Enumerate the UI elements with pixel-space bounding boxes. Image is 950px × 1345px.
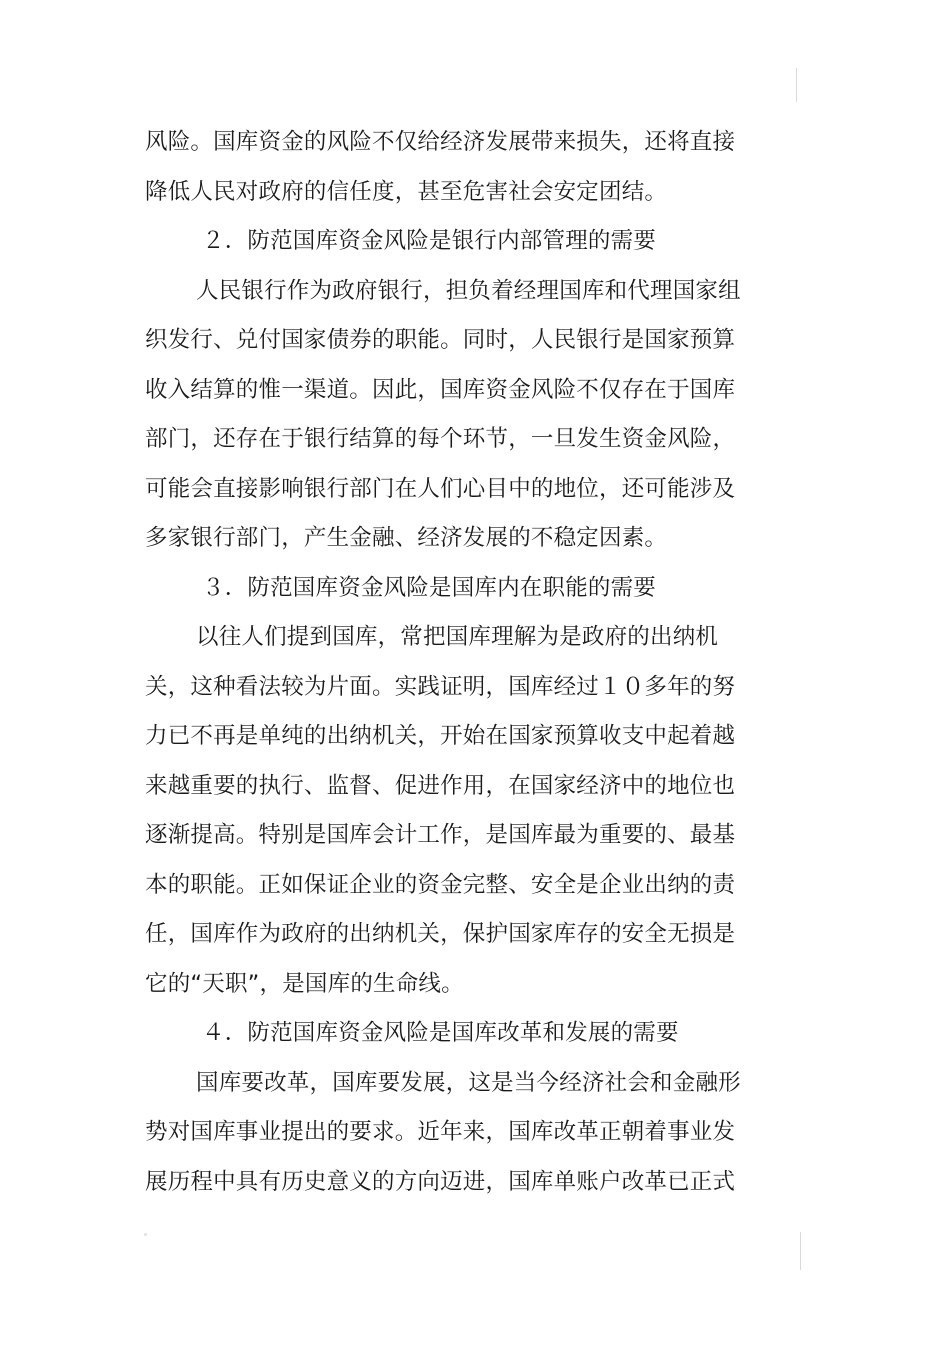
- text-line: 可能会直接影响银行部门在人们心目中的地位，还可能涉及: [145, 475, 736, 502]
- text-line: 展历程中具有历史意义的方向迈进，国库单账户改革已正式: [145, 1168, 736, 1195]
- text-line: 部门，还存在于银行结算的每个环节，一旦发生资金风险，: [145, 426, 736, 452]
- text-line: 风险。国库资金的风险不仅给经济发展带来损失，还将直接: [145, 129, 736, 155]
- body-text: [145, 118, 745, 1207]
- text-line: 多家银行部门，产生金融、经济发展的不稳定因素。: [145, 525, 668, 551]
- paragraph-first-line: 以往人们提到国库，常把国库理解为是政府的出纳机: [196, 624, 719, 650]
- crop-mark-top: [796, 68, 797, 102]
- text-line: 来越重要的执行、监督、促进作用，在国家经济中的地位也: [145, 772, 736, 799]
- text-line: 力已不再是单纯的出纳机关，开始在国家预算收支中起着越: [145, 723, 736, 749]
- text-line: 逐渐提高。特别是国库会计工作，是国库最为重要的、最基: [145, 822, 736, 848]
- text-line: 任，国库作为政府的出纳机关，保护国家库存的安全无损是: [145, 921, 736, 947]
- text-line: 势对国库事业提出的要求。近年来，国库改革正朝着事业发: [145, 1119, 736, 1145]
- paragraph-first-line: 人民银行作为政府银行，担负着经理国库和代理国家组: [196, 277, 741, 304]
- text-line: 它的“天职”，是国库的生命线。: [145, 970, 464, 997]
- crop-mark-bottom: [800, 1232, 801, 1270]
- paragraph-first-line: 国库要改革，国库要发展，这是当今经济社会和金融形: [196, 1069, 741, 1096]
- text-line: 降低人民对政府的信任度，甚至危害社会安定团结。: [145, 178, 668, 205]
- section-heading-2: ２．防范国库资金风险是银行内部管理的需要: [202, 228, 657, 254]
- text-line: 织发行、兑付国家债券的职能。同时，人民银行是国家预算: [145, 327, 736, 353]
- section-heading-4: ４．防范国库资金风险是国库改革和发展的需要: [202, 1020, 679, 1046]
- text-line: 本的职能。正如保证企业的资金完整、安全是企业出纳的责: [145, 871, 736, 898]
- text-line: 关，这种看法较为片面。实践证明，国库经过１０多年的努: [145, 673, 736, 700]
- text-line: 收入结算的惟一渠道。因此，国库资金风险不仅存在于国库: [145, 376, 736, 403]
- section-heading-3: ３．防范国库资金风险是国库内在职能的需要: [202, 574, 657, 601]
- page-speck: [144, 1233, 147, 1236]
